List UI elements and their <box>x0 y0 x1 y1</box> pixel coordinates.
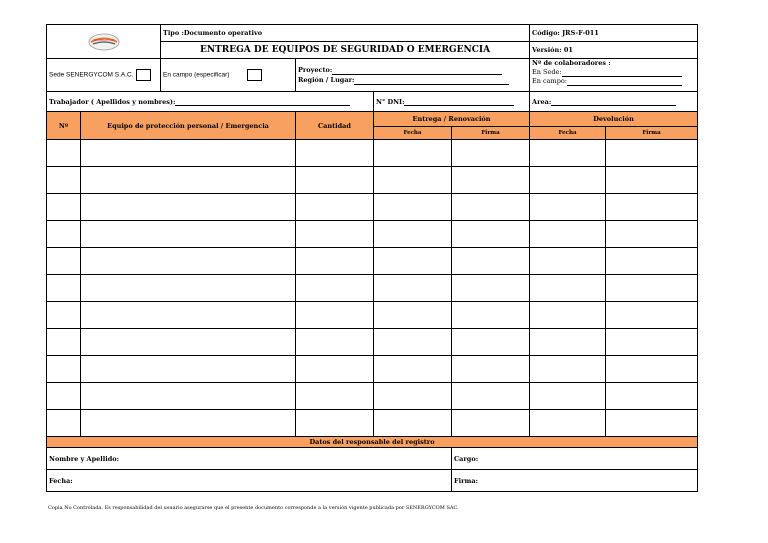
doc-type: Tipo :Documento operativo <box>161 25 530 42</box>
table-row <box>47 356 698 383</box>
row-devolucion-fecha-cell[interactable] <box>530 194 606 221</box>
table-row <box>47 275 698 302</box>
row-devolucion-fecha-cell[interactable] <box>530 167 606 194</box>
row-entrega-firma-cell[interactable] <box>452 410 530 437</box>
table-row <box>47 248 698 275</box>
row-equipo-cell[interactable] <box>81 302 296 329</box>
row-equipo-cell[interactable] <box>81 410 296 437</box>
row-no-cell[interactable] <box>47 194 81 221</box>
row-cantidad-cell[interactable] <box>296 329 374 356</box>
row-entrega-fecha-cell[interactable] <box>374 356 452 383</box>
campo-label: En campo (especificar) <box>163 71 230 79</box>
responsable-header: Datos del responsable del registro <box>47 437 698 448</box>
proyecto-label: Proyecto: <box>298 66 333 74</box>
nombre-label: Nombre y Apellido: <box>49 454 119 463</box>
table-row <box>47 194 698 221</box>
sede-label: Sede SENERGYCOM S.A.C. <box>49 71 134 79</box>
row-entrega-firma-cell[interactable] <box>452 194 530 221</box>
region-label: Región / Lugar: <box>298 76 355 84</box>
row-equipo-cell[interactable] <box>81 221 296 248</box>
fecha-field[interactable] <box>47 470 452 492</box>
trabajador-field[interactable] <box>175 98 350 106</box>
row-cantidad-cell[interactable] <box>296 167 374 194</box>
row-no-cell[interactable] <box>47 383 81 410</box>
en-sede-field[interactable] <box>562 69 682 77</box>
row-devolucion-firma-cell[interactable] <box>606 275 698 302</box>
en-campo-label: En campo: <box>532 77 567 85</box>
form-table <box>46 24 698 492</box>
row-devolucion-fecha-cell[interactable] <box>530 140 606 167</box>
doc-code: Código: JRS-F-011 <box>530 25 698 42</box>
row-devolucion-fecha-cell[interactable] <box>530 248 606 275</box>
row-equipo-cell[interactable] <box>81 167 296 194</box>
row-devolucion-firma-cell[interactable] <box>606 140 698 167</box>
row-devolucion-fecha-cell[interactable] <box>530 221 606 248</box>
row-cantidad-cell[interactable] <box>296 302 374 329</box>
row-cantidad-cell[interactable] <box>296 221 374 248</box>
row-entrega-fecha-cell[interactable] <box>374 167 452 194</box>
row-equipo-cell[interactable] <box>81 383 296 410</box>
company-logo <box>87 32 121 52</box>
row-devolucion-firma-cell[interactable] <box>606 194 698 221</box>
row-no-cell[interactable] <box>47 140 81 167</box>
row-equipo-cell[interactable] <box>81 248 296 275</box>
doc-version: Versión: 01 <box>530 42 698 59</box>
col-equipo-header: Equipo de protección personal / Emergencia <box>81 112 296 140</box>
row-equipo-cell[interactable] <box>81 329 296 356</box>
en-campo-field[interactable] <box>567 78 682 86</box>
row-entrega-firma-cell[interactable] <box>452 275 530 302</box>
row-no-cell[interactable] <box>47 302 81 329</box>
row-cantidad-cell[interactable] <box>296 275 374 302</box>
table-row <box>47 302 698 329</box>
row-entrega-firma-cell[interactable] <box>452 167 530 194</box>
table-row <box>47 383 698 410</box>
row-equipo-cell[interactable] <box>81 275 296 302</box>
table-row <box>47 140 698 167</box>
row-entrega-fecha-cell[interactable] <box>374 275 452 302</box>
fecha-label: Fecha: <box>49 476 73 485</box>
area-label: Area: <box>532 97 552 106</box>
row-entrega-fecha-cell[interactable] <box>374 140 452 167</box>
row-cantidad-cell[interactable] <box>296 410 374 437</box>
proyecto-field[interactable] <box>332 67 502 75</box>
row-entrega-fecha-cell[interactable] <box>374 248 452 275</box>
row-entrega-firma-cell[interactable] <box>452 221 530 248</box>
row-devolucion-fecha-cell[interactable] <box>530 383 606 410</box>
row-equipo-cell[interactable] <box>81 194 296 221</box>
row-cantidad-cell[interactable] <box>296 248 374 275</box>
area-field[interactable] <box>551 98 676 106</box>
row-no-cell[interactable] <box>47 356 81 383</box>
row-entrega-firma-cell[interactable] <box>452 302 530 329</box>
table-row <box>47 410 698 437</box>
table-row <box>47 221 698 248</box>
row-devolucion-fecha-cell[interactable] <box>530 329 606 356</box>
row-entrega-firma-cell[interactable] <box>452 140 530 167</box>
row-entrega-fecha-cell[interactable] <box>374 329 452 356</box>
col-devolucion-header: Devolución <box>530 112 698 127</box>
row-devolucion-firma-cell[interactable] <box>606 167 698 194</box>
company-logo-cell <box>47 25 161 59</box>
row-no-cell[interactable] <box>47 167 81 194</box>
row-equipo-cell[interactable] <box>81 140 296 167</box>
row-no-cell[interactable] <box>47 329 81 356</box>
row-entrega-fecha-cell[interactable] <box>374 383 452 410</box>
dni-label: N° DNI: <box>376 97 405 106</box>
footer-note: Copia No Controlada. Es responsabilidad del usuario asegurarse que el presente documento corresponde a la versión vigente publicada por SENERGYCOM SAC. <box>48 505 459 511</box>
en-sede-label: En Sede: <box>532 68 562 76</box>
table-row <box>47 329 698 356</box>
region-field[interactable] <box>354 77 509 85</box>
row-devolucion-fecha-cell[interactable] <box>530 356 606 383</box>
sede-checkbox[interactable] <box>136 69 151 81</box>
row-entrega-firma-cell[interactable] <box>452 329 530 356</box>
row-entrega-fecha-cell[interactable] <box>374 194 452 221</box>
row-devolucion-firma-cell[interactable] <box>606 302 698 329</box>
row-no-cell[interactable] <box>47 221 81 248</box>
entry-rows <box>47 140 698 437</box>
svg-text:SENERGYCOM: SENERGYCOM <box>93 37 114 42</box>
cargo-field[interactable] <box>452 448 698 470</box>
campo-checkbox[interactable] <box>247 69 262 81</box>
row-cantidad-cell[interactable] <box>296 356 374 383</box>
table-row <box>47 167 698 194</box>
row-cantidad-cell[interactable] <box>296 194 374 221</box>
row-entrega-fecha-cell[interactable] <box>374 302 452 329</box>
row-cantidad-cell[interactable] <box>296 383 374 410</box>
firma-field[interactable] <box>452 470 698 492</box>
row-devolucion-fecha-cell[interactable] <box>530 275 606 302</box>
row-no-cell[interactable] <box>47 410 81 437</box>
row-entrega-fecha-cell[interactable] <box>374 410 452 437</box>
row-devolucion-firma-cell[interactable] <box>606 248 698 275</box>
row-entrega-firma-cell[interactable] <box>452 248 530 275</box>
row-devolucion-firma-cell[interactable] <box>606 329 698 356</box>
cargo-label: Cargo: <box>454 454 479 463</box>
nombre-field[interactable] <box>47 448 452 470</box>
trabajador-label: Trabajador ( Apellidos y nombres): <box>49 97 176 106</box>
row-devolucion-firma-cell[interactable] <box>606 356 698 383</box>
row-no-cell[interactable] <box>47 248 81 275</box>
row-equipo-cell[interactable] <box>81 356 296 383</box>
row-entrega-fecha-cell[interactable] <box>374 221 452 248</box>
row-devolucion-fecha-cell[interactable] <box>530 302 606 329</box>
row-no-cell[interactable] <box>47 275 81 302</box>
firma-label: Firma: <box>454 476 478 485</box>
doc-title: ENTREGA DE EQUIPOS DE SEGURIDAD O EMERGENCIA <box>161 42 530 59</box>
row-cantidad-cell[interactable] <box>296 140 374 167</box>
col-cantidad-header: Cantidad <box>296 112 374 140</box>
col-entrega-header: Entrega / Renovación <box>374 112 530 127</box>
row-entrega-firma-cell[interactable] <box>452 383 530 410</box>
row-devolucion-firma-cell[interactable] <box>606 410 698 437</box>
row-devolucion-firma-cell[interactable] <box>606 383 698 410</box>
row-devolucion-firma-cell[interactable] <box>606 221 698 248</box>
form-frame <box>46 24 697 492</box>
row-devolucion-fecha-cell[interactable] <box>530 410 606 437</box>
row-entrega-firma-cell[interactable] <box>452 356 530 383</box>
col-entrega-fecha: Fecha <box>374 127 452 140</box>
dni-field[interactable] <box>404 98 514 106</box>
col-entrega-firma: Firma <box>452 127 530 140</box>
col-devolucion-firma: Firma <box>606 127 698 140</box>
colaboradores-label: Nº de colaboradores : <box>532 59 611 67</box>
col-no-header: Nº <box>47 112 81 140</box>
col-devolucion-fecha: Fecha <box>530 127 606 140</box>
